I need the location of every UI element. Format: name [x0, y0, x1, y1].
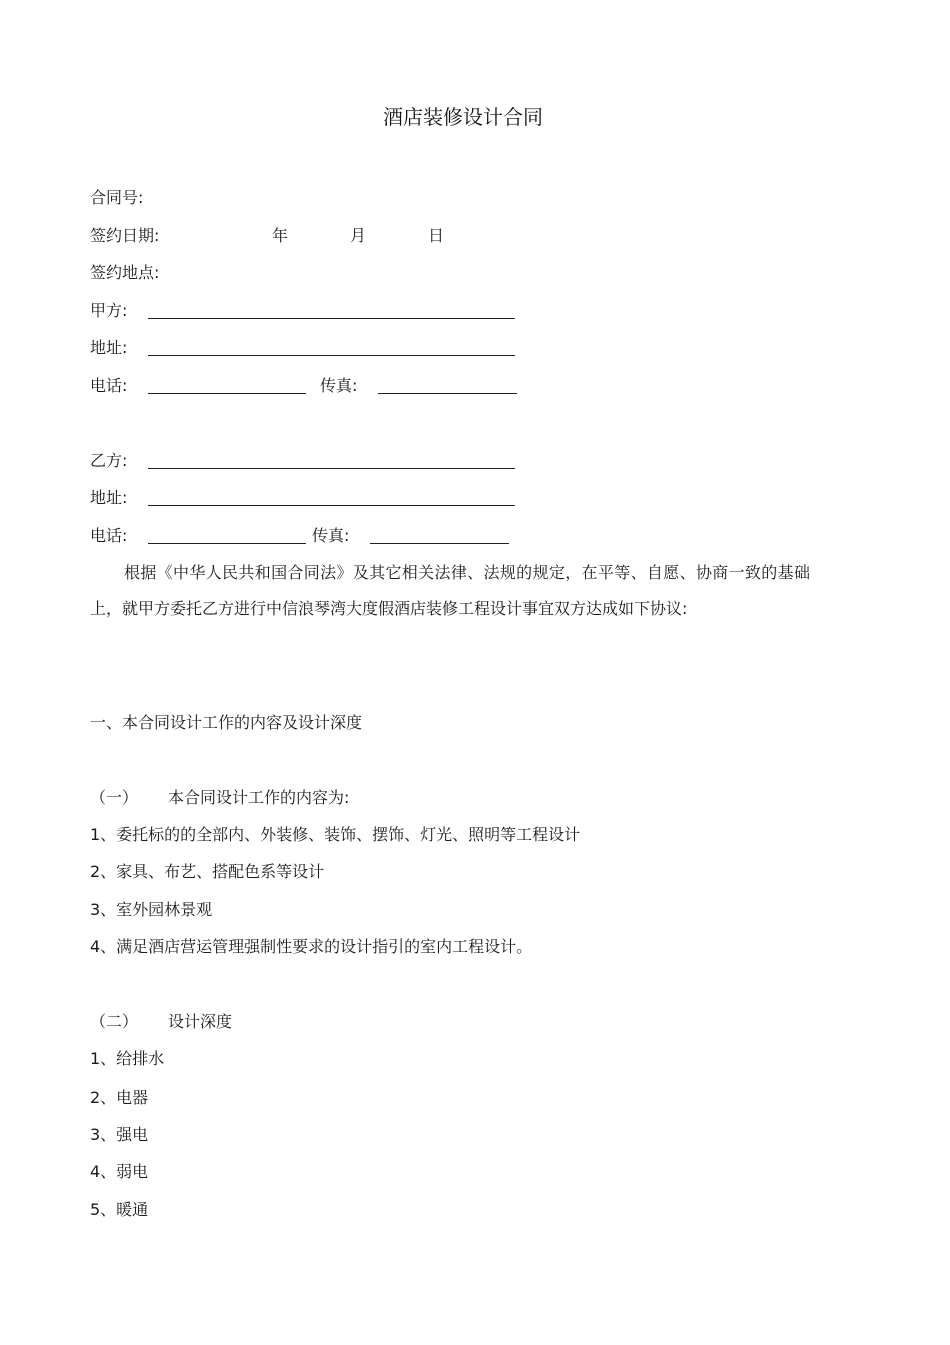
- depth-item: 3、强电: [90, 1125, 149, 1144]
- subsection-1-title: 本合同设计工作的内容为:: [168, 788, 350, 807]
- party-b-phone-blank-line: [148, 543, 306, 544]
- sign-place-label: 签约地点:: [90, 263, 160, 282]
- party-a-address-label: 地址:: [90, 338, 128, 357]
- contract-no-label: 合同号:: [90, 188, 144, 207]
- party-b-blank-line: [148, 468, 515, 469]
- subsection-2-title: 设计深度: [168, 1012, 233, 1031]
- party-b-address-blank-line: [148, 505, 515, 506]
- subsection-1-marker: （一）: [90, 788, 139, 807]
- party-a-blank-line: [148, 318, 515, 319]
- party-a-fax-blank-line: [378, 393, 517, 394]
- content-item: 3、室外园林景观: [90, 900, 213, 919]
- party-a-phone-label: 电话:: [90, 376, 128, 395]
- depth-item: 2、电器: [90, 1088, 149, 1107]
- depth-item: 5、暖通: [90, 1200, 149, 1219]
- sign-date-year: 年: [272, 226, 289, 245]
- content-item: 2、家具、布艺、搭配色系等设计: [90, 862, 325, 881]
- party-b-fax-label: 传真:: [312, 526, 350, 545]
- subsection-2-marker: （二）: [90, 1012, 139, 1031]
- party-b-phone-label: 电话:: [90, 526, 128, 545]
- contract-title: 酒店装修设计合同: [383, 105, 543, 129]
- party-a-fax-label: 传真:: [320, 376, 358, 395]
- content-item: 1、委托标的的全部内、外装修、装饰、摆饰、灯光、照明等工程设计: [90, 825, 581, 844]
- sign-date-month: 月: [350, 226, 367, 245]
- party-b-label: 乙方:: [90, 451, 128, 470]
- depth-item: 4、弱电: [90, 1162, 149, 1181]
- party-a-address-blank-line: [148, 355, 515, 356]
- party-a-label: 甲方:: [90, 301, 128, 320]
- party-b-fax-blank-line: [370, 543, 509, 544]
- section-1-heading: 一、本合同设计工作的内容及设计深度: [90, 713, 363, 732]
- depth-item: 1、给排水: [90, 1049, 165, 1068]
- sign-date-day: 日: [428, 226, 445, 245]
- preamble-paragraph: 根据《中华人民共和国合同法》及其它相关法律、法规的规定，在平等、自愿、协商一致的基础上，就甲方委托乙方进行中信浪琴湾大度假酒店装修工程设计事宜双方达成如下协议:: [90, 563, 810, 618]
- sign-date-label: 签约日期:: [90, 226, 160, 245]
- party-a-phone-blank-line: [148, 393, 306, 394]
- content-item: 4、满足酒店营运管理强制性要求的设计指引的室内工程设计。: [90, 937, 533, 956]
- party-b-address-label: 地址:: [90, 488, 128, 507]
